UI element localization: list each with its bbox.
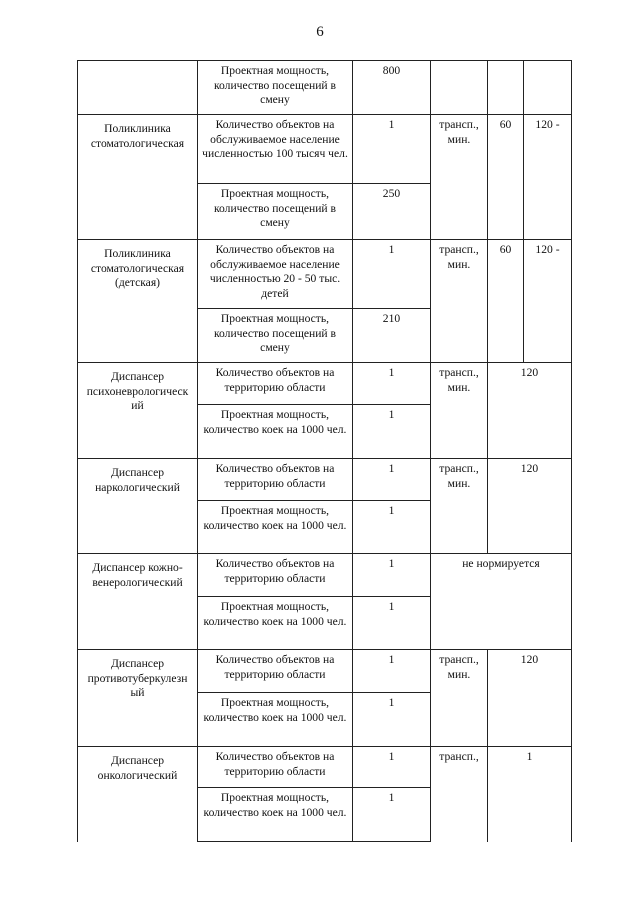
transport-cell: трансп., мин. bbox=[431, 115, 488, 240]
indicator-cell: Количество объектов на территорию области bbox=[198, 650, 353, 693]
page-number: 6 bbox=[316, 24, 324, 40]
table-row bbox=[78, 61, 572, 115]
transport-cell: трансп., мин. bbox=[431, 459, 488, 554]
object-name-cell: Поликлиника стоматологическая bbox=[78, 115, 198, 240]
time-cell: 120 bbox=[488, 363, 572, 459]
time-cell: 1 bbox=[488, 747, 572, 842]
indicator-cell: Количество объектов на обслуживаемое население численностью 100 тысяч чел. bbox=[198, 115, 353, 184]
value-cell: 210 bbox=[353, 309, 431, 363]
time-cell bbox=[488, 61, 524, 115]
indicator-cell: Проектная мощность, количество коек на 1000 чел. bbox=[198, 693, 353, 747]
value-cell: 1 bbox=[353, 554, 431, 597]
time-cell: 60 bbox=[488, 115, 524, 240]
object-name-cell: Диспансер онкологический bbox=[78, 747, 198, 842]
indicator-cell: Проектная мощность, количество посещений в смену bbox=[198, 309, 353, 363]
object-name-cell: Диспансер психоневрологическ ий bbox=[78, 363, 198, 459]
indicator-cell: Количество объектов на территорию области bbox=[198, 363, 353, 405]
indicator-cell: Количество объектов на территорию области bbox=[198, 459, 353, 501]
object-name-cell: Диспансер наркологический bbox=[78, 459, 198, 554]
table-row bbox=[78, 650, 572, 693]
transport-cell: трансп., мин. bbox=[431, 650, 488, 747]
object-name-cell: Диспансер противотуберкулезн ый bbox=[78, 650, 198, 747]
indicator-cell: Проектная мощность, количество коек на 1000 чел. bbox=[198, 788, 353, 842]
time-cell: 60 bbox=[488, 240, 524, 363]
transport-cell bbox=[431, 61, 488, 115]
not-normalized-cell: не нормируется bbox=[431, 554, 572, 650]
indicator-cell: Проектная мощность, количество коек на 1000 чел. bbox=[198, 597, 353, 650]
table-row bbox=[78, 459, 572, 501]
table-row bbox=[78, 115, 572, 184]
indicator-cell: Проектная мощность, количество коек на 1000 чел. bbox=[198, 501, 353, 554]
time-range-cell: 120 - bbox=[524, 240, 572, 363]
table-row bbox=[78, 554, 572, 597]
indicator-cell: Количество объектов на территорию области bbox=[198, 747, 353, 788]
indicator-cell: Проектная мощность, количество посещений в смену bbox=[198, 61, 353, 115]
time-range-cell bbox=[524, 61, 572, 115]
value-cell: 1 bbox=[353, 363, 431, 405]
object-name-cell bbox=[78, 61, 198, 115]
value-cell: 1 bbox=[353, 459, 431, 501]
value-cell: 800 bbox=[353, 61, 431, 115]
value-cell: 250 bbox=[353, 184, 431, 240]
table-row bbox=[78, 363, 572, 405]
object-name-cell: Диспансер кожно- венерологический bbox=[78, 554, 198, 650]
table-row bbox=[78, 747, 572, 788]
transport-cell: трансп., bbox=[431, 747, 488, 842]
transport-cell: трансп., мин. bbox=[431, 240, 488, 363]
indicator-cell: Количество объектов на обслуживаемое население численностью 20 - 50 тыс. детей bbox=[198, 240, 353, 309]
value-cell: 1 bbox=[353, 788, 431, 842]
time-range-cell: 120 - bbox=[524, 115, 572, 240]
table-row bbox=[78, 240, 572, 309]
value-cell: 1 bbox=[353, 501, 431, 554]
transport-cell: трансп., мин. bbox=[431, 363, 488, 459]
indicator-cell: Количество объектов на территорию области bbox=[198, 554, 353, 597]
time-cell: 120 bbox=[488, 650, 572, 747]
value-cell: 1 bbox=[353, 747, 431, 788]
norms-table bbox=[77, 60, 572, 842]
object-name-cell: Поликлиника стоматологическая (детская) bbox=[78, 240, 198, 363]
value-cell: 1 bbox=[353, 693, 431, 747]
value-cell: 1 bbox=[353, 115, 431, 184]
value-cell: 1 bbox=[353, 650, 431, 693]
indicator-cell: Проектная мощность, количество коек на 1000 чел. bbox=[198, 405, 353, 459]
value-cell: 1 bbox=[353, 405, 431, 459]
value-cell: 1 bbox=[353, 597, 431, 650]
value-cell: 1 bbox=[353, 240, 431, 309]
time-cell: 120 bbox=[488, 459, 572, 554]
indicator-cell: Проектная мощность, количество посещений в смену bbox=[198, 184, 353, 240]
